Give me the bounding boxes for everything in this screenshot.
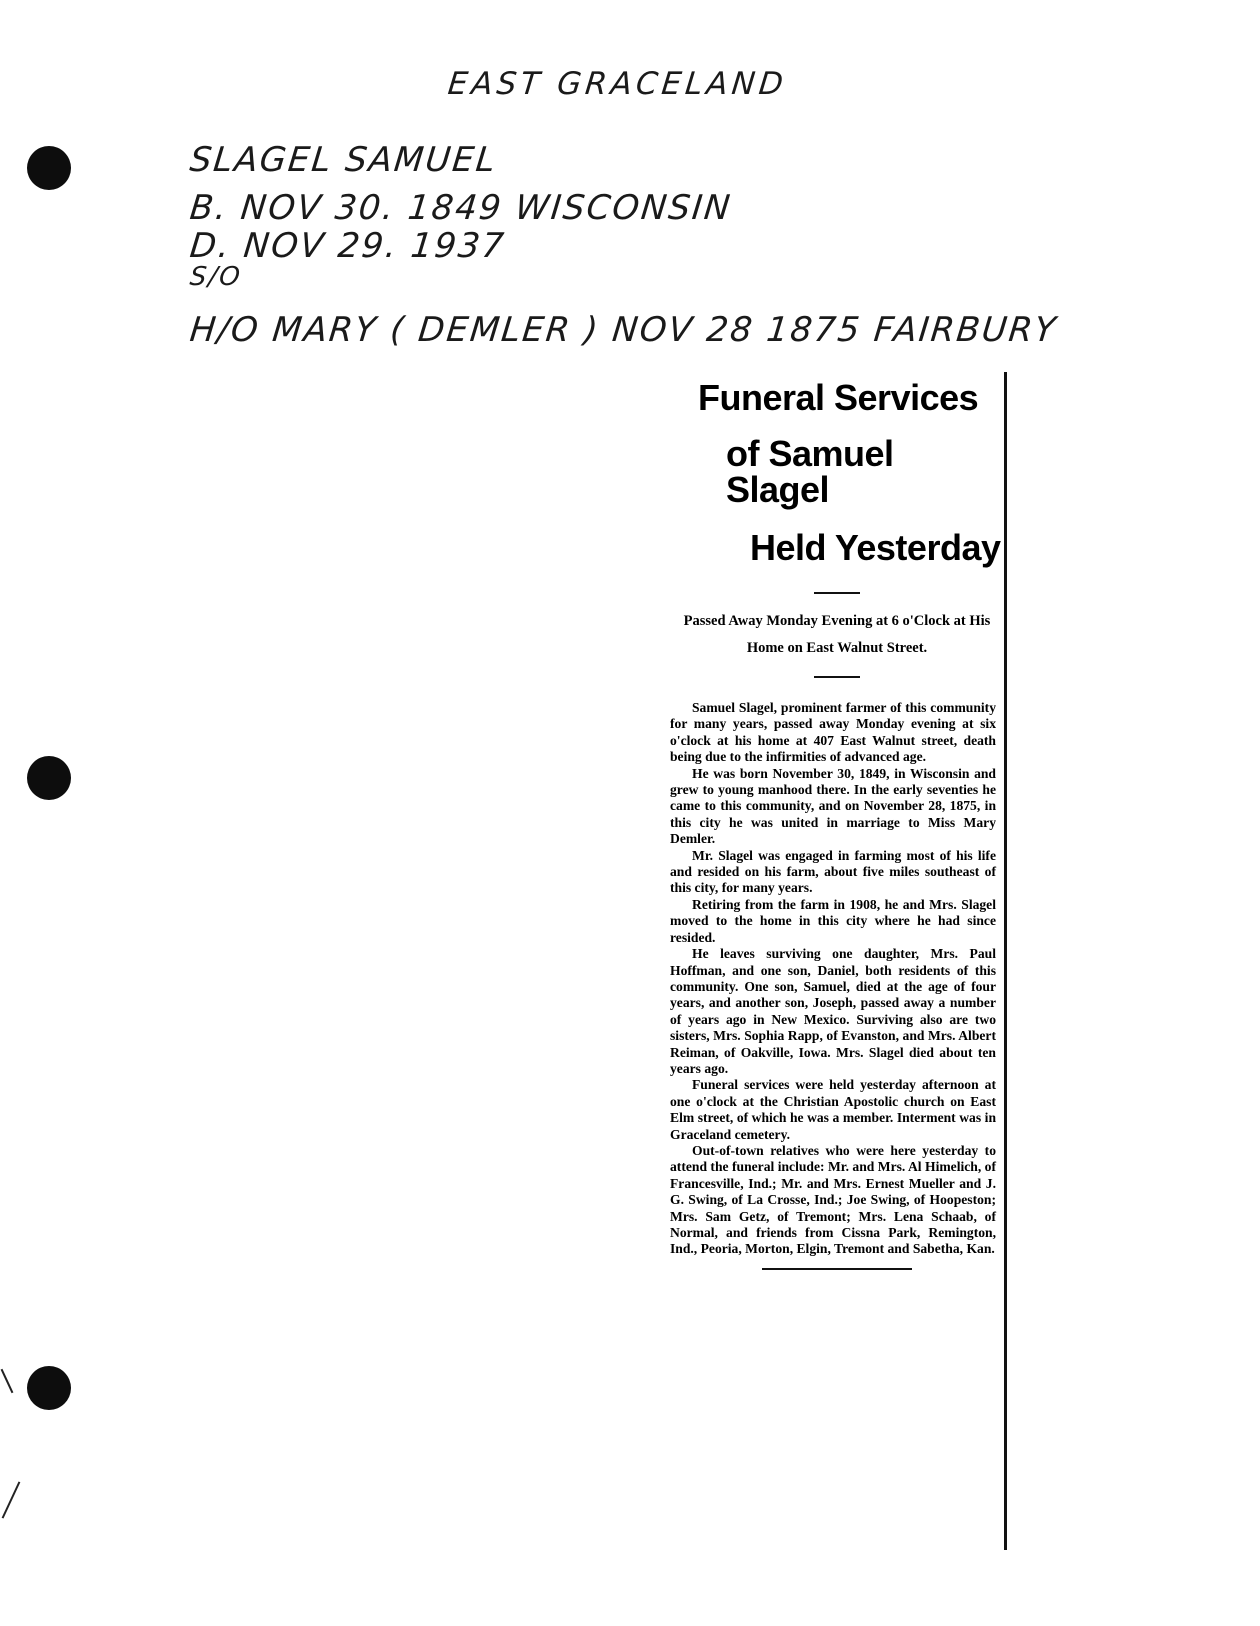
obituary-paragraph: Mr. Slagel was engaged in farming most of his life and resided on his farm, about five miles southeast of this city, for many years.	[670, 847, 996, 896]
obituary-paragraph: He leaves surviving one daughter, Mrs. Paul Hoffman, and one son, Daniel, both residents of this community. One son, Samuel, died at the age of four years, and another son, Joseph, passed away a number of years ago in New Mexico. Surviving also are two sisters, Mrs. Sophia Rapp, of Evanston, and Mrs. Albert Reiman, of Oakville, Iowa. Mrs. Slagel died about ten years ago.	[670, 946, 996, 1076]
headline-line-3: Held Yesterday	[750, 527, 1001, 568]
death-record: D. NOV 29. 1937	[187, 226, 508, 266]
obituary-paragraph: Retiring from the farm in 1908, he and Mrs. Slagel moved to the home in this city where he had since resided.	[670, 896, 996, 945]
punch-hole-middle	[27, 756, 71, 800]
obituary-paragraph: Out-of-town relatives who were here yesterday to attend the funeral include: Mr. and Mrs. Al Himelich, of Francesville, Ind.; Mr. and Mrs. Ernest Mueller and J. G. Swing, of La Crosse, Ind.; Joe Swing, of Hoopeston; Mrs. Sam Getz, of Tremont; Mrs. Lena Schaab, of Normal, and friends from Cissna Park, Remington, Ind., Peoria, Morton, Elgin, Tremont and Sabetha, Kan.	[670, 1142, 996, 1257]
birth-record: B. NOV 30. 1849 WISCONSIN	[187, 188, 734, 228]
end-divider	[762, 1268, 912, 1270]
deceased-name: SLAGEL SAMUEL	[187, 140, 499, 180]
punch-hole-bottom	[27, 1366, 71, 1410]
obituary-paragraph: He was born November 30, 1849, in Wisconsin and grew to young manhood there. In the early seventies he came to this community, and on November 28, 1875, in this city he was united in marriage to Miss Mary Demler.	[670, 765, 996, 847]
subheadline: Passed Away Monday Evening at 6 o'Clock at His Home on East Walnut Street.	[683, 613, 991, 656]
cemetery-heading: EAST GRACELAND	[446, 66, 789, 102]
headline-divider	[814, 592, 860, 594]
marriage-record: H/O MARY ( DEMLER ) NOV 28 1875 FAIRBURY	[187, 310, 1060, 350]
headline-line-1: Funeral Services	[698, 377, 979, 418]
newspaper-clipping	[670, 372, 1007, 1550]
subhead-divider	[814, 676, 860, 678]
obituary-paragraph: Samuel Slagel, prominent farmer of this community for many years, passed away Monday evening at six o'clock at his home at 407 East Walnut street, death being due to the infirmities of advanced age.	[670, 700, 996, 765]
obituary-paragraph: Funeral services were held yesterday afternoon at one o'clock at the Christian Apostolic church on East Elm street, of which he was a member. Interment was in Graceland cemetery.	[670, 1077, 996, 1142]
scan-mark-lower	[2, 1481, 21, 1518]
punch-hole-top	[27, 146, 71, 190]
son-of-record: S/O	[188, 262, 244, 292]
scan-mark-upper	[1, 1369, 14, 1393]
headline-line-2: of Samuel Slagel	[726, 433, 894, 510]
obituary-body	[670, 700, 1004, 1258]
